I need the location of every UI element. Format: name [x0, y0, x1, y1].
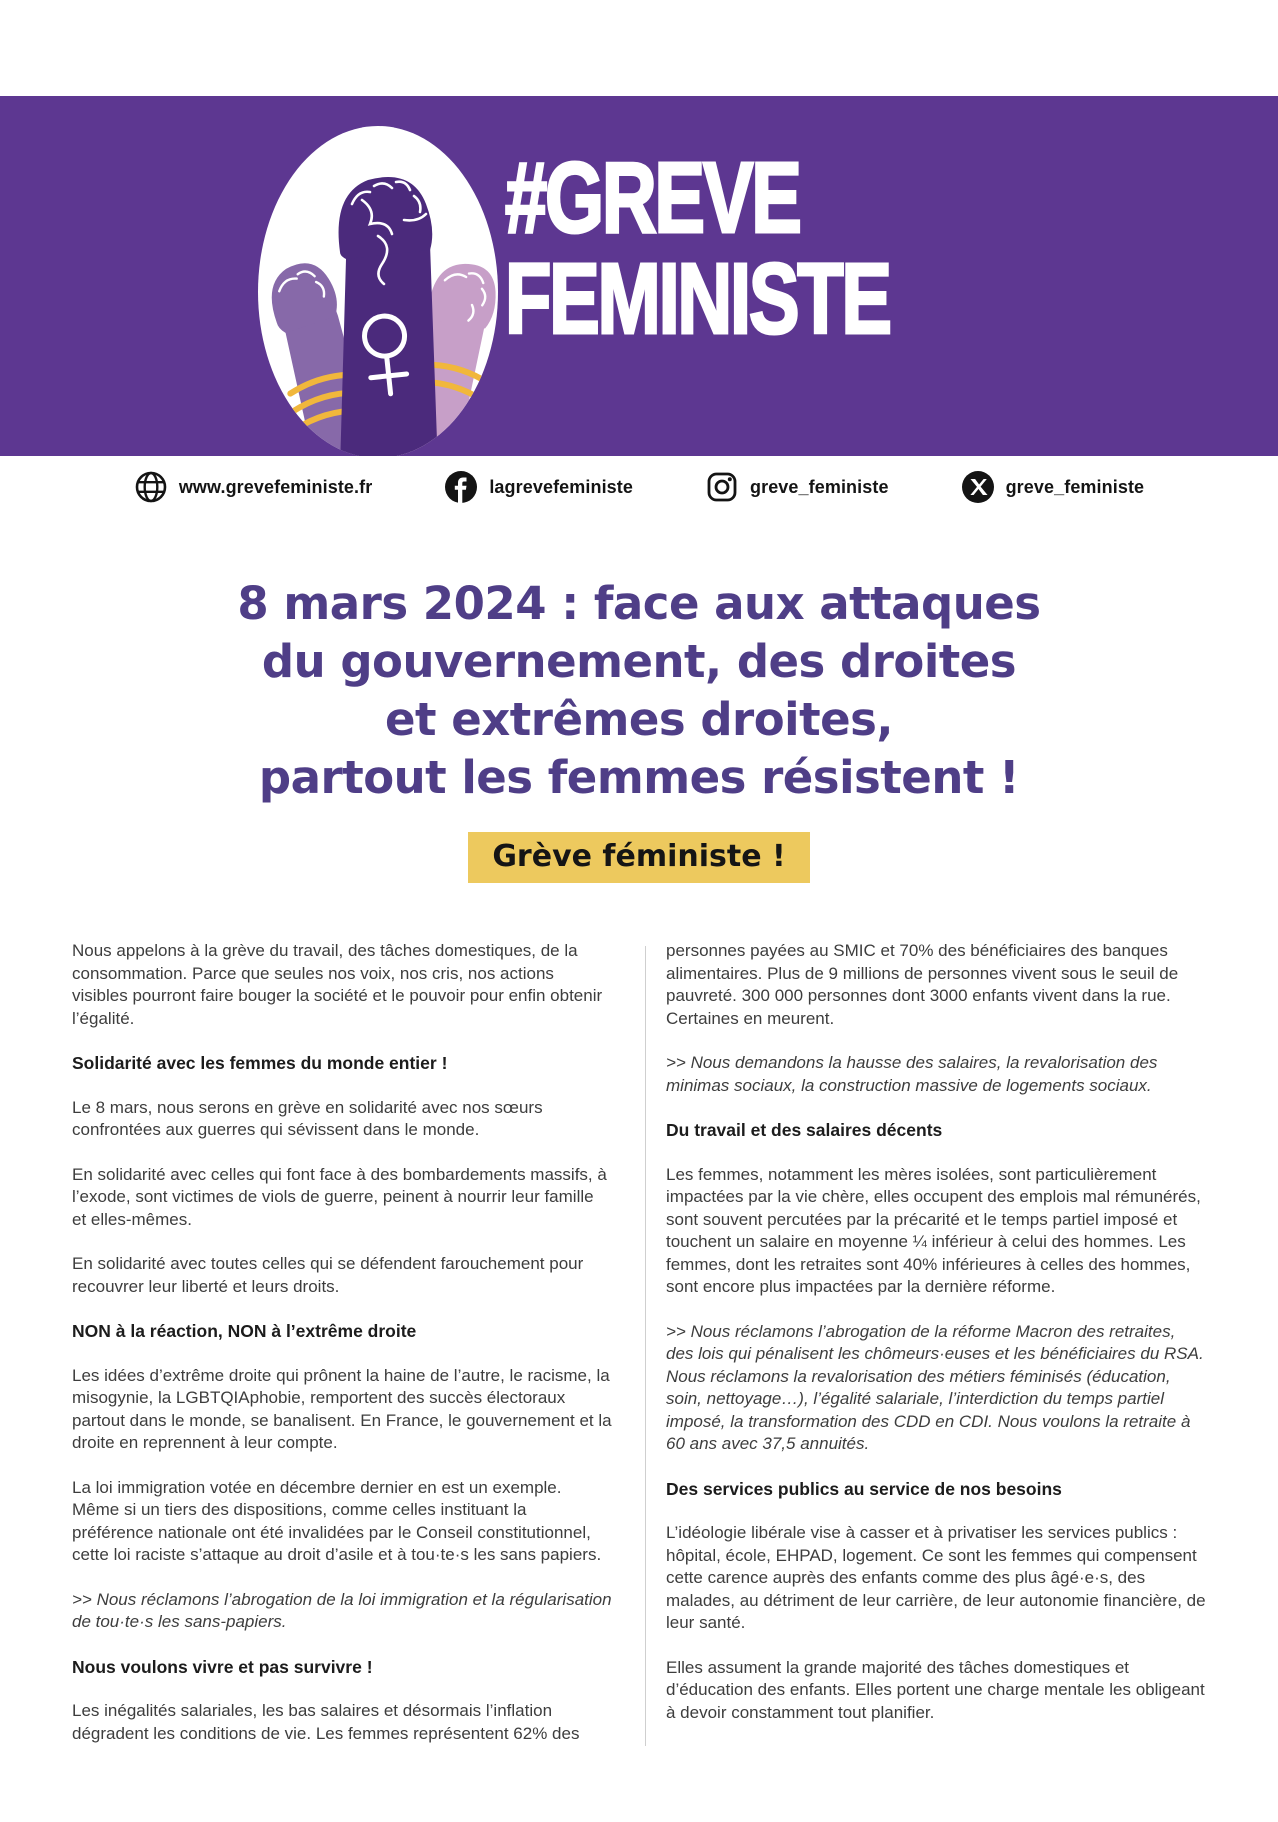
social-link[interactable]	[134, 470, 373, 504]
body-columns	[72, 940, 1206, 1767]
facebook-icon	[444, 470, 478, 504]
badge-row	[0, 832, 1278, 883]
text-block: Elles assument la grande majorité des tâches domestiques et d’éducation des enfants. Elles portent une charge mentale les obligeant à devoir constamment tout planifier.	[666, 1657, 1205, 1722]
text-block: Solidarité avec les femmes du monde entier !	[72, 1053, 448, 1073]
column-right	[666, 940, 1206, 1767]
header-banner	[0, 96, 1278, 456]
text-block: En solidarité avec toutes celles qui se défendent farouchement pour recouvrer leur liberté et leurs droits.	[72, 1254, 584, 1296]
text-block: >> Nous demandons la hausse des salaires, la revalorisation des minimas sociaux, la construction massive de logements sociaux.	[666, 1053, 1158, 1095]
social-link[interactable]	[705, 470, 889, 504]
globe-icon	[134, 470, 168, 504]
raised-fists-logo	[228, 124, 528, 456]
headline-line: partout les femmes résistent !	[258, 751, 1020, 804]
text-block: Nous voulons vivre et pas survivre !	[72, 1656, 373, 1677]
social-link[interactable]	[444, 470, 633, 504]
text-block: Du travail et des salaires décents	[666, 1120, 943, 1140]
headline-line: et extrêmes droites,	[385, 693, 893, 746]
text-block: Le 8 mars, nous serons en grève en solidarité avec nos sœurs confrontées aux guerres qui sévissent dans le monde.	[72, 1097, 543, 1139]
text-block: personnes payées au SMIC et 70% des bénéficiaires des banques alimentaires. Plus de 9 millions de personnes vivent sous le seuil de pauvreté. 300 000 personnes dont 3000 enfants vivent dans la rue. Certaines en meurent.	[666, 941, 1179, 1028]
text-block: >> Nous réclamons l’abrogation de la réforme Macron des retraites, des lois qui pénalisent les chômeurs·euses et les bénéficiaires du RSA. Nous réclamons la revalorisation des métiers féminisés (éducation, soin, nettoyage…), l’égalité salariale, l’interdiction du temps partiel imposé, la transformation des CDD en CDI. Nous voulons la retraite à 60 ans avec 37,5 annuités.	[666, 1321, 1204, 1453]
text-block: En solidarité avec celles qui font face à des bombardements massifs, à l’exode, sont victimes de viols de guerre, peinent à nourrir leur famille et elles-mêmes.	[72, 1164, 607, 1229]
instagram-icon	[705, 470, 739, 504]
text-block: Des services publics au service de nos besoins	[666, 1478, 1062, 1499]
social-handle: greve_feministe	[1005, 476, 1145, 497]
text-block: Les idées d’extrême droite qui prônent la haine de l’autre, le racisme, la misogynie, la LGBTQIAphobie, remportent des succès électoraux partout dans le monde, se banalisent. En France, le gouvernement et la droite en reprennent à leur compte.	[72, 1365, 612, 1452]
social-handle: www.grevefeministe.fr	[178, 476, 373, 497]
text-block: L’idéologie libérale vise à casser et à privatiser les services publics : hôpital, école, EHPAD, logement. Ce sont les femmes qui compensent cette carence auprès des enfants comme des plus âgé·e·s, des malades, au détriment de leur carrière, de leur autonomie financière, de leur santé.	[666, 1523, 1206, 1632]
headline	[0, 575, 1278, 807]
text-block: Les inégalités salariales, les bas salaires et désormais l’inflation dégradent les conditions de vie. Les femmes représentent 62% des	[72, 1701, 580, 1743]
banner-title-line2: FEMINISTE	[505, 243, 890, 355]
social-link[interactable]	[961, 470, 1145, 504]
banner-title-line1: #GREVE	[505, 142, 800, 254]
text-block: >> Nous réclamons l’abrogation de la loi immigration et la régularisation de tou·te·s les sans-papiers.	[72, 1589, 612, 1631]
headline-line: 8 mars 2024 : face aux attaques	[237, 577, 1041, 630]
banner-title	[505, 142, 890, 355]
social-handle: greve_feministe	[750, 476, 889, 497]
column-divider	[645, 946, 646, 1746]
social-row	[0, 470, 1278, 504]
headline-line: du gouvernement, des droites	[261, 635, 1017, 688]
center-fist	[339, 177, 438, 456]
text-block: NON à la réaction, NON à l’extrême droite	[72, 1321, 417, 1341]
column-left	[72, 940, 612, 1767]
social-handle: lagrevefeministe	[489, 476, 633, 497]
text-block: Nous appelons à la grève du travail, des tâches domestiques, de la consommation. Parce que seules nos voix, nos cris, nos actions visibles pourront faire bouger la société et le pouvoir pour enfin obtenir l’égalité.	[72, 941, 603, 1028]
greve-feministe-badge: Grève féministe !	[468, 832, 809, 883]
text-block: Les femmes, notamment les mères isolées, sont particulièrement impactées par la vie chère, elles occupent des emplois mal rémunérés, sont souvent percutées par la précarité et le temps partiel imposé et touchent un salaire en moyenne ¼ inférieur à celui des hommes. Les femmes, dont les retraites sont 40% inférieures à celles des hommes, sont encore plus impactées par la dernière réforme.	[666, 1164, 1201, 1296]
text-block: La loi immigration votée en décembre dernier en est un exemple. Même si un tiers des dispositions, comme celles instituant la préférence nationale ont été invalidées par le Conseil constitutionnel, cette loi raciste s’attaque au droit d’asile et à tou·te·s les sans papiers.	[72, 1477, 602, 1564]
x-icon	[961, 470, 995, 504]
